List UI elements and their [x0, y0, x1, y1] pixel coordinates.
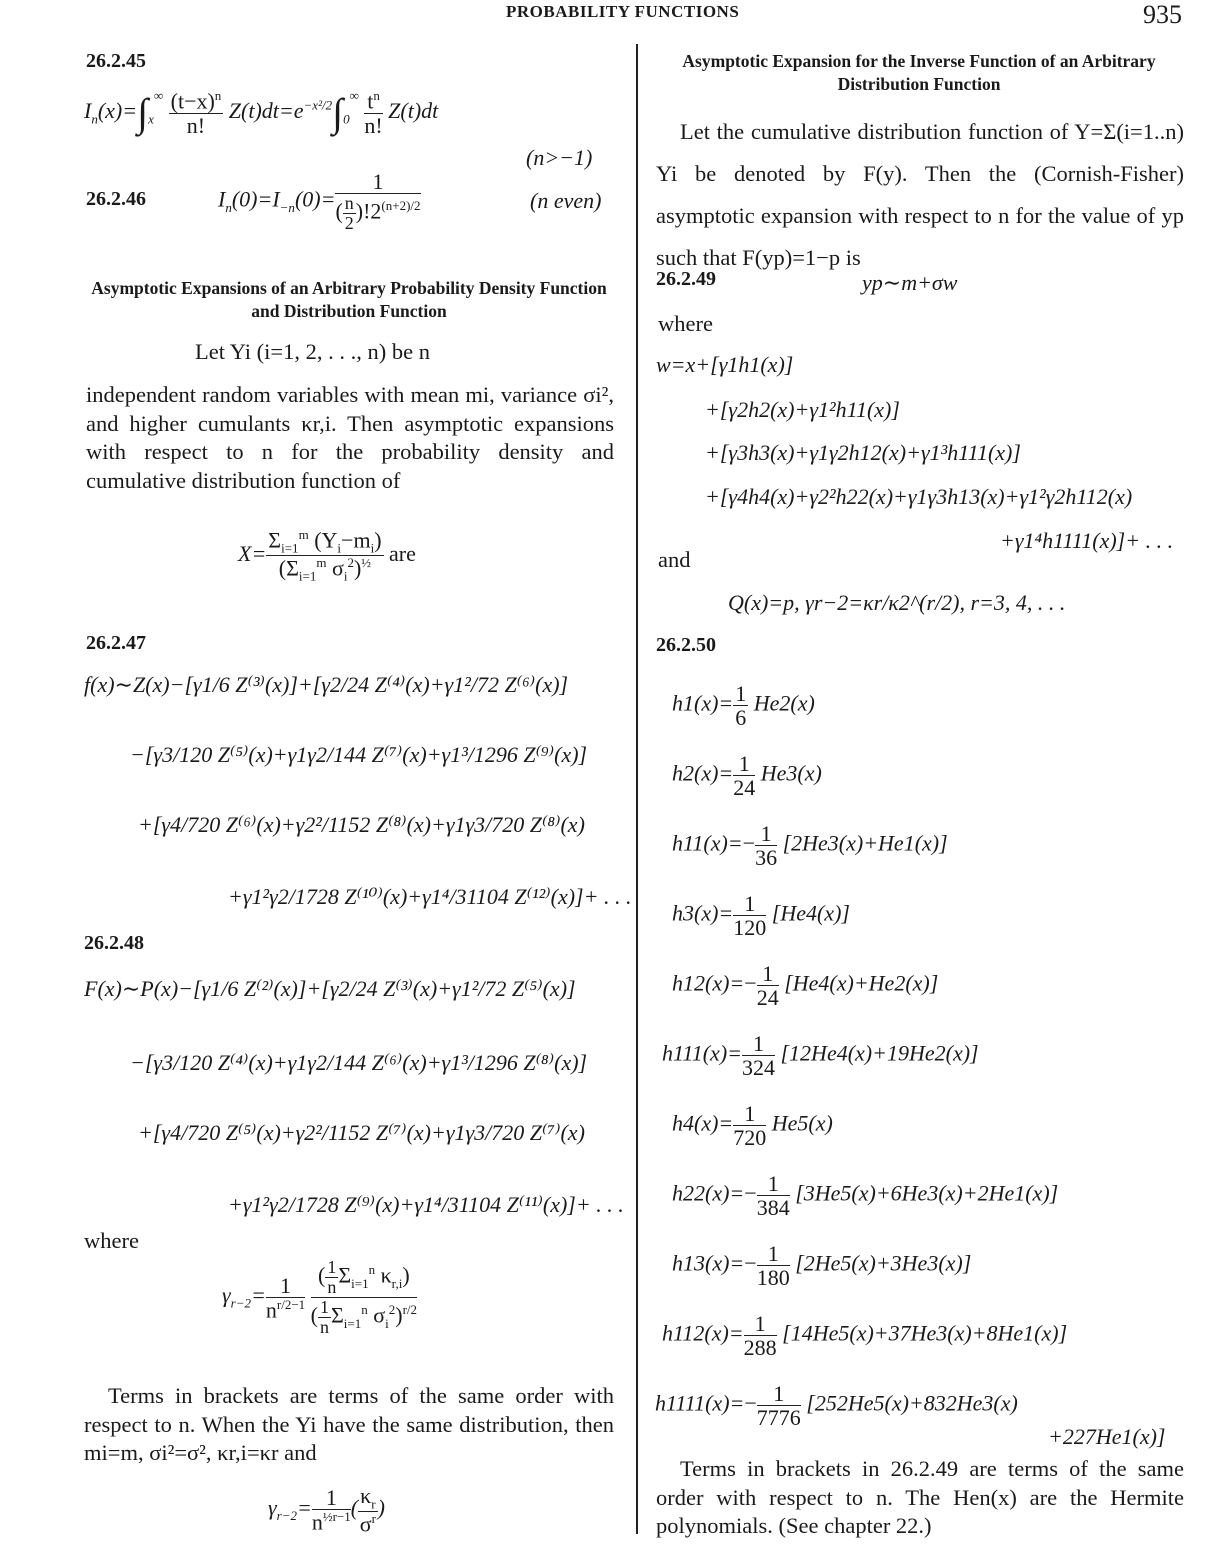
- eq-label-26-2-48: 26.2.48: [84, 932, 144, 954]
- eq-label-26-2-47: 26.2.47: [86, 632, 146, 654]
- h-function-row: h13(x)=− $\frac{1}{180}$ [2He5(x)+3He3(x)]: [672, 1241, 972, 1291]
- h-function-row: h1(x)= $\frac{1}{6}$ He2(x): [672, 681, 815, 731]
- gamma-same-distribution: $\gamma_{r-2}=$ $\frac{1}{n^{\frac{1}{2}r-1}}$ ( $\frac{\kappa_r}{\sigma^r}$ ): [268, 1483, 385, 1537]
- eq-label-26-2-46: 26.2.46: [86, 188, 146, 210]
- eq-26-2-46: $I_n(0)=I_{-n}(0)=$ 1 ( $\frac{n}{2}$ )$!2^{(n+2)/2}$: [218, 169, 421, 233]
- h-function-row: h111(x)= $\frac{1}{324}$ [12He4(x)+19He2(x)]: [662, 1031, 979, 1081]
- h-function-row: h2(x)= $\frac{1}{24}$ He3(x): [672, 751, 822, 801]
- cornish-fisher-paragraph: Let the cumulative distribution function of Y=Σ(i=1..n) Yi be denoted by F(y). Then the (Cornish-Fisher) asymptotic expansion with respect to n for the value of yp such that F(yp)=1−p is: [656, 119, 1184, 270]
- x-definition: X= $\frac{\Sigma_{i=1}^m (Y_i-m_i)}{(\Sigma_{i=1}^m \sigma_i^2)^{\frac{1}{2}}}$ are: [238, 527, 416, 585]
- eq-26-2-48-line-3: +[γ4/720 Z⁽⁵⁾(x)+γ2²/1152 Z⁽⁷⁾(x)+γ1γ3/720 Z⁽⁷⁾(x): [138, 1120, 585, 1145]
- q-line: Q(x)=p, γr−2=κr/κ2^(r/2), r=3, 4, . . .: [728, 590, 1066, 615]
- column-divider: [636, 44, 638, 1534]
- page-number: 935: [1143, 0, 1182, 29]
- section-title-asymptotic-density: Asymptotic Expansions of an Arbitrary Probability Density Function and Distribution Function: [91, 278, 607, 321]
- h-function-row: h112(x)= $\frac{1}{288}$ [14He5(x)+37He3(x)+8He1(x)]: [662, 1311, 1068, 1361]
- eq-26-2-46-condition: (n even): [530, 188, 602, 213]
- and-label: and: [658, 547, 691, 572]
- eq-label-26-2-49: 26.2.49: [656, 268, 716, 290]
- section-title-inverse-function: Asymptotic Expansion for the Inverse Function of an Arbitrary Distribution Function: [682, 51, 1156, 94]
- eq-26-2-48-line-1: F(x)∼P(x)−[γ1/6 Z⁽²⁾(x)]+[γ2/24 Z⁽³⁾(x)+γ1²/72 Z⁽⁵⁾(x)]: [84, 976, 576, 1001]
- eq-26-2-47-line-1: f(x)∼Z(x)−[γ1/6 Z⁽³⁾(x)]+[γ2/24 Z⁽⁴⁾(x)+γ1²/72 Z⁽⁶⁾(x)]: [84, 672, 569, 697]
- h-function-row: h22(x)=− $\frac{1}{384}$ [3He5(x)+6He3(x)+2He1(x)]: [672, 1171, 1059, 1221]
- eq-26-2-47-line-3: +[γ4/720 Z⁽⁶⁾(x)+γ2²/1152 Z⁽⁸⁾(x)+γ1γ3/720 Z⁽⁸⁾(x): [138, 812, 585, 837]
- h-function-row: h1111(x)=− $\frac{1}{7776}$ [252He5(x)+832He3(x): [655, 1381, 1018, 1431]
- intro-paragraph: independent random variables with mean mi, variance σi², and higher cumulants κr,i. Then asymptotic expansions with respect to n for the probability density and cumulative distribution function of: [86, 382, 614, 493]
- eq-26-2-45: $I_n(x)=\int_x^\infty$ $\frac{(t-x)^n}{n!}$ $Z(t)dt=e^{-x^2/2}\int_0^\infty$ $\frac{t^n}{n!}$ Z(t)dt: [84, 88, 439, 138]
- eq-26-2-47-line-2: −[γ3/120 Z⁽⁵⁾(x)+γ1γ2/144 Z⁽⁷⁾(x)+γ1³/1296 Z⁽⁹⁾(x)]: [130, 742, 588, 767]
- eq-26-2-48-line-2: −[γ3/120 Z⁽⁴⁾(x)+γ1γ2/144 Z⁽⁶⁾(x)+γ1³/1296 Z⁽⁸⁾(x)]: [130, 1050, 588, 1075]
- w-line-3: +[γ3h3(x)+γ1γ2h12(x)+γ1³h111(x)]: [705, 440, 1021, 465]
- eq-26-2-48-line-4: +γ1²γ2/1728 Z⁽⁹⁾(x)+γ1⁴/31104 Z⁽¹¹⁾(x)]+ . . .: [228, 1192, 624, 1217]
- eq-label-26-2-45: 26.2.45: [86, 50, 146, 72]
- closing-paragraph-left: Terms in brackets are terms of the same order with respect to n. When the Yi have the same distribution, then mi=m, σi²=σ², κr,i=κr and: [84, 1383, 614, 1465]
- eq-26-2-47-line-4: +γ1²γ2/1728 Z⁽¹⁰⁾(x)+γ1⁴/31104 Z⁽¹²⁾(x)]+ . . .: [228, 884, 632, 909]
- eq-label-26-2-50: 26.2.50: [656, 634, 716, 656]
- closing-paragraph-right: Terms in brackets in 26.2.49 are terms of the same order with respect to n. The Hen(x) are the Hermite polynomials. (See chapter 22.): [656, 1456, 1184, 1538]
- eq-26-2-49: yp∼m+σw: [862, 270, 958, 295]
- running-title: PROBABILITY FUNCTIONS: [506, 2, 740, 21]
- gamma-definition: $\gamma_{r-2}=$ $\frac{1}{n^{r/2-1}}$ ( $\frac{1}{n}$ $\Sigma_{i=1}^n$ $\kappa_{r,i}$) ( $\frac{1}{n}$ $\Sigma_{i=1}^n$ $\sigma_i^2)^{r/2}$: [222, 1257, 418, 1337]
- h-function-row: h12(x)=− $\frac{1}{24}$ [He4(x)+He2(x)]: [672, 961, 939, 1011]
- h-function-continuation: +227He1(x)]: [1048, 1424, 1166, 1449]
- w-line-2: +[γ2h2(x)+γ1²h11(x)]: [705, 397, 900, 422]
- h-function-row: h4(x)= $\frac{1}{720}$ He5(x): [672, 1101, 833, 1151]
- w-line-5: +γ1⁴h1111(x)]+ . . .: [1000, 528, 1174, 553]
- w-line-1: w=x+[γ1h1(x)]: [656, 352, 794, 377]
- intro-line: Let Yi (i=1, 2, . . ., n) be n: [195, 339, 430, 364]
- h-function-row: h3(x)= $\frac{1}{120}$ [He4(x)]: [672, 891, 850, 941]
- where-label-right: where: [658, 311, 713, 336]
- h-function-row: h11(x)=− $\frac{1}{36}$ [2He3(x)+He1(x)]: [672, 821, 948, 871]
- where-label-left: where: [84, 1228, 139, 1253]
- eq-26-2-45-condition: (n>−1): [526, 145, 593, 170]
- w-line-4: +[γ4h4(x)+γ2²h22(x)+γ1γ3h13(x)+γ1²γ2h112(x): [705, 484, 1133, 509]
